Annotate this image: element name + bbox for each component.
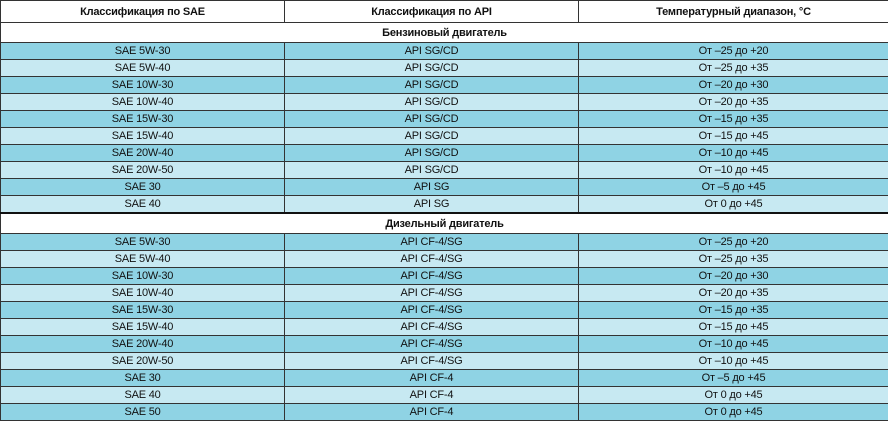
section-title: Бензиновый двигатель xyxy=(1,23,888,43)
api-cell: API SG/CD xyxy=(285,77,579,94)
sae-cell: SAE 40 xyxy=(1,196,285,214)
section-header-row xyxy=(1,213,888,234)
sae-cell: SAE 5W-40 xyxy=(1,60,285,77)
column-header-sae: Классификация по SAE xyxy=(1,1,285,23)
api-cell: API SG/CD xyxy=(285,94,579,111)
table-row xyxy=(1,302,888,319)
api-cell: API CF-4 xyxy=(285,370,579,387)
sae-cell: SAE 10W-30 xyxy=(1,77,285,94)
table-body xyxy=(1,23,888,421)
temperature-cell: От –20 до +35 xyxy=(579,285,888,302)
table-row xyxy=(1,319,888,336)
temperature-cell: От –25 до +20 xyxy=(579,43,888,60)
table-row xyxy=(1,162,888,179)
table-row xyxy=(1,94,888,111)
temperature-cell: От –20 до +30 xyxy=(579,268,888,285)
temperature-cell: От –5 до +45 xyxy=(579,179,888,196)
api-cell: API CF-4/SG xyxy=(285,234,579,251)
temperature-cell: От 0 до +45 xyxy=(579,196,888,214)
temperature-cell: От –10 до +45 xyxy=(579,162,888,179)
table-row xyxy=(1,77,888,94)
table-row xyxy=(1,387,888,404)
sae-cell: SAE 15W-30 xyxy=(1,302,285,319)
temperature-cell: От –10 до +45 xyxy=(579,145,888,162)
temperature-cell: От –15 до +35 xyxy=(579,302,888,319)
table-row xyxy=(1,251,888,268)
api-cell: API CF-4/SG xyxy=(285,302,579,319)
temperature-cell: От –25 до +35 xyxy=(579,251,888,268)
sae-cell: SAE 40 xyxy=(1,387,285,404)
table-row xyxy=(1,234,888,251)
sae-cell: SAE 30 xyxy=(1,370,285,387)
api-cell: API SG xyxy=(285,179,579,196)
api-cell: API CF-4 xyxy=(285,404,579,421)
table-row xyxy=(1,285,888,302)
api-cell: API CF-4/SG xyxy=(285,268,579,285)
sae-cell: SAE 5W-40 xyxy=(1,251,285,268)
api-cell: API CF-4/SG xyxy=(285,336,579,353)
sae-cell: SAE 20W-50 xyxy=(1,162,285,179)
api-cell: API SG/CD xyxy=(285,128,579,145)
sae-cell: SAE 10W-30 xyxy=(1,268,285,285)
sae-cell: SAE 20W-40 xyxy=(1,145,285,162)
temperature-cell: От –20 до +30 xyxy=(579,77,888,94)
api-cell: API SG/CD xyxy=(285,162,579,179)
table-row xyxy=(1,179,888,196)
api-cell: API SG/CD xyxy=(285,43,579,60)
sae-cell: SAE 20W-50 xyxy=(1,353,285,370)
table-row xyxy=(1,145,888,162)
table-row xyxy=(1,60,888,77)
sae-cell: SAE 15W-40 xyxy=(1,128,285,145)
temperature-cell: От –15 до +35 xyxy=(579,111,888,128)
api-cell: API CF-4 xyxy=(285,387,579,404)
sae-cell: SAE 5W-30 xyxy=(1,234,285,251)
api-cell: API SG/CD xyxy=(285,145,579,162)
column-header-temperature: Температурный диапазон, °C xyxy=(579,1,888,23)
api-cell: API SG/CD xyxy=(285,60,579,77)
temperature-cell: От 0 до +45 xyxy=(579,387,888,404)
table-row xyxy=(1,128,888,145)
sae-cell: SAE 5W-30 xyxy=(1,43,285,60)
temperature-cell: От –15 до +45 xyxy=(579,128,888,145)
temperature-cell: От –10 до +45 xyxy=(579,336,888,353)
table-row xyxy=(1,336,888,353)
api-cell: API CF-4/SG xyxy=(285,285,579,302)
temperature-cell: От –20 до +35 xyxy=(579,94,888,111)
sae-cell: SAE 50 xyxy=(1,404,285,421)
table-row xyxy=(1,268,888,285)
table-row xyxy=(1,353,888,370)
table-row xyxy=(1,43,888,60)
column-header-api: Классификация по API xyxy=(285,1,579,23)
sae-cell: SAE 30 xyxy=(1,179,285,196)
temperature-cell: От –15 до +45 xyxy=(579,319,888,336)
table-row xyxy=(1,196,888,214)
api-cell: API SG/CD xyxy=(285,111,579,128)
header-row xyxy=(1,1,888,23)
sae-cell: SAE 20W-40 xyxy=(1,336,285,353)
table-row xyxy=(1,111,888,128)
temperature-cell: От 0 до +45 xyxy=(579,404,888,421)
sae-cell: SAE 15W-40 xyxy=(1,319,285,336)
sae-cell: SAE 10W-40 xyxy=(1,285,285,302)
api-cell: API SG xyxy=(285,196,579,214)
temperature-cell: От –5 до +45 xyxy=(579,370,888,387)
table-row xyxy=(1,404,888,421)
section-header-row xyxy=(1,23,888,43)
sae-cell: SAE 15W-30 xyxy=(1,111,285,128)
temperature-cell: От –25 до +20 xyxy=(579,234,888,251)
api-cell: API CF-4/SG xyxy=(285,319,579,336)
section-title: Дизельный двигатель xyxy=(1,213,888,234)
api-cell: API CF-4/SG xyxy=(285,251,579,268)
table-row xyxy=(1,370,888,387)
temperature-cell: От –10 до +45 xyxy=(579,353,888,370)
temperature-cell: От –25 до +35 xyxy=(579,60,888,77)
sae-cell: SAE 10W-40 xyxy=(1,94,285,111)
api-cell: API CF-4/SG xyxy=(285,353,579,370)
